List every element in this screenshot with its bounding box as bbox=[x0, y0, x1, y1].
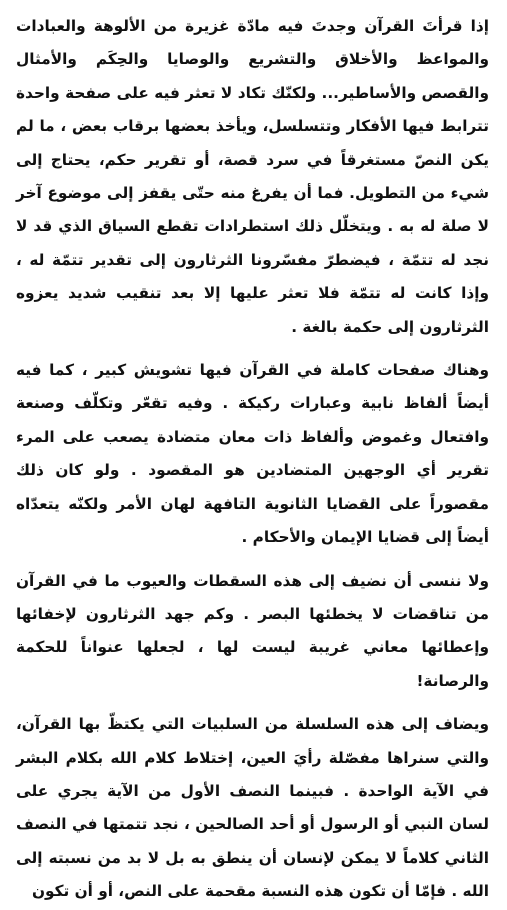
paragraph-3: ولا ننسى أن نضيف إلى هذه السقطات والعيوب ما في القرآن من تناقضات لا يخطئها البصر . وكم جهد الثرثارون لإخفائها وإعطائها معاني غريبة ليست لها ، لجعلها عنواناً للحكمة والرصانة! bbox=[16, 571, 489, 690]
paragraph-4: ويضاف إلى هذه السلسلة من السلبيات التي يكتظّ بها القرآن، والتي سنراها مفصّلة رأيَ العين، إختلاط كلام الله بكلام البشر في الآية الواحدة . فبينما النصف الأول من الآية يجري على لسان النبي أو الرسول أو أحد الصالحين ، نجد تتمتها في النصف الثاني كلاماً لا يمكن لإنسان أن ينطق به بل لا بد من نسبته إلى الله . فإمّا أن تكون هذه النسبة مقحمة على النص، أو أن تكون bbox=[16, 715, 489, 901]
paragraph-2: وهناك صفحات كاملة في القرآن فيها تشويش كبير ، كما فيه أيضاً ألفاظ نابية وعبارات ركيكة . وفيه تقعّر وتكلّف وصنعة وافتعال وغموض وألفاظ ذات معان متضادة يصعب على المرء تقرير أي الوجهين المتضادين هو المقصود . ولو كان ذلك مقصوراً على القضايا الثانوية التافهة لهان الأمر ولكنّه يتعدّاه أيضاً إلى قضايا الإيمان والأحكام . bbox=[16, 361, 489, 547]
paragraph-1: إذا قرأتَ القرآن وجدتَ فيه مادّة غزيرة من الألوهة والعبادات والمواعظ والأخلاق والتشريع والوصايا والحِكَم والأمثال والقصص والأساطير... ولكنّك تكاد لا تعثر فيه على صفحة واحدة تترابط فيها الأفكار وتتسلسل، ويأخذ بعضها برقاب بعض ، ما لم يكن النصّ مستغرقاً في سرد قصة، أو تقرير حكم، يحتاج إلى شيء من التطويل. فما أن يفرغ منه حتّى يقفز إلى موضوع آخر لا صلة له به . ويتخلّل ذلك استطرادات تقطع السياق الذي قد لا نجد له تتمّة ، فيضطرّ مفسّرونا الثرثارون إلى تقدير تتمّة له ، وإذا كانت له تتمّة فلا تعثر عليها إلا بعد تنقيب شديد يعزوه الثرثارون إلى حكمة بالغة . bbox=[16, 17, 489, 336]
